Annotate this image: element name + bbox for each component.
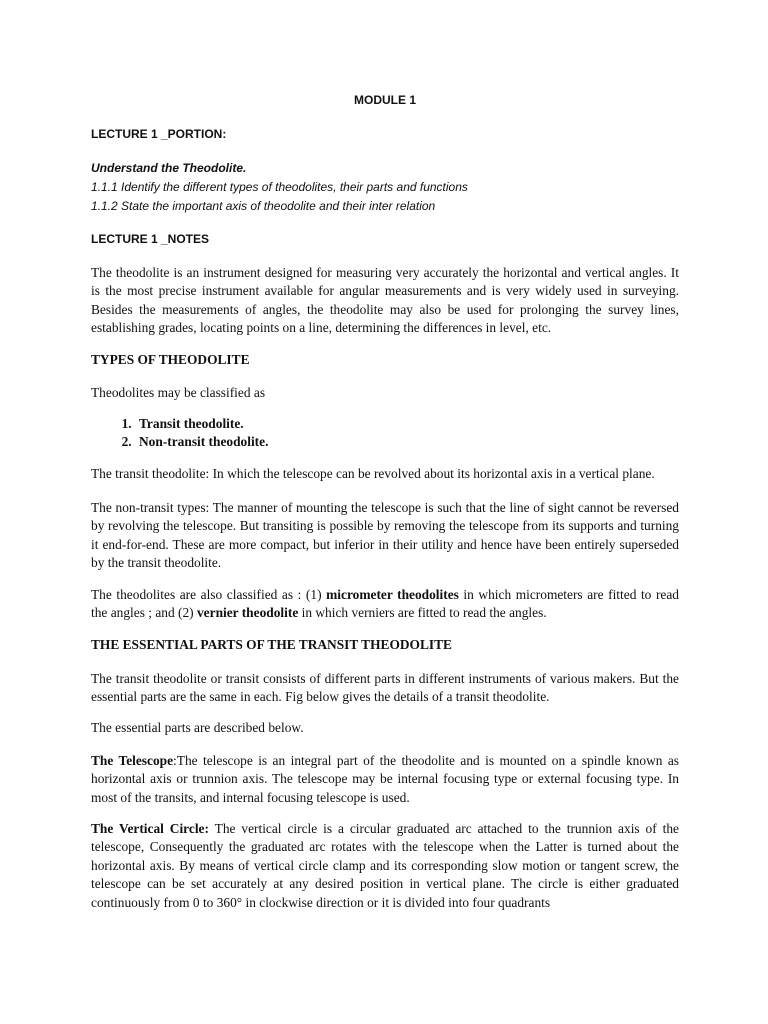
vertical-circle-paragraph [91, 820, 679, 912]
types-list [91, 415, 723, 452]
bold-term: vernier theodolite [196, 605, 299, 621]
text-run: The vertical circle is a circular graduated arc attached to the trunnion axis of the telescope, Consequently the graduated arc rotates with the telescope when the Latter is turned about the horizontal axis. By means of vertical circle clamp and its corresponding slow motion or tangent screw, the telescope can be set accurately at any desired position in vertical plane. The circle is either graduated continuously from 0 to 360° in clockwise direction or it is divided into four quadrants [91, 821, 679, 910]
text-run: in which verniers are fitted to read the angles. [298, 605, 547, 621]
types-heading: TYPES OF THEODOLITE [91, 352, 250, 367]
transit-definition: The transit theodolite: In which the telescope can be revolved about its horizontal axis in a vertical plane. [91, 466, 655, 481]
classified-intro: Theodolites may be classified as [91, 385, 266, 400]
text-run: :The telescope is an integral part of the theodolite and is mounted on a spindle known as horizontal axis or trunnion axis. The telescope may be internal focusing type or external focusing type. In most of the transits, and internal focusing telescope is used. [91, 753, 680, 805]
objective-item: 1.1.1 Identify the different types of theodolites, their parts and functions [91, 180, 468, 194]
lecture-portion-heading: LECTURE 1 _PORTION: [91, 127, 227, 141]
vertical-circle-label: The Vertical Circle: [91, 821, 209, 836]
objective-item: 1.1.2 State the important axis of theodolite and their inter relation [91, 199, 436, 213]
non-transit-definition: The non-transit types: The manner of mounting the telescope is such that the line of sight cannot be reversed by revolving the telescope. But transiting is possible by removing the telescope from its supports and turning it end-for-end. These are more compact, but inferior in their utility and hence have been entirely superseded by the transit theodolite. [91, 500, 679, 571]
also-classified-paragraph [91, 586, 679, 623]
lecture-notes-heading: LECTURE 1 _NOTES [91, 232, 210, 246]
intro-paragraph: The theodolite is an instrument designed for measuring very accurately the horizontal and vertical angles. It is the most precise instrument available for angular measurements and is very widely used in surveying. Besides the measurements of angles, the theodolite may also be used for prolonging the survey lines, establishing grades, locating points on a line, determining the differences in level, etc. [91, 265, 679, 336]
essential-described: The essential parts are described below. [91, 720, 304, 735]
text-run: in which micrometers are fitted to read the angles ; and (2) [91, 587, 679, 621]
telescope-paragraph [91, 752, 679, 807]
objective-title: Understand the Theodolite. [91, 161, 247, 175]
essential-parts-heading: THE ESSENTIAL PARTS OF THE TRANSIT THEODOLITE [91, 637, 452, 652]
list-item: 1. Transit theodolite. [135, 415, 723, 433]
essential-intro-paragraph: The transit theodolite or transit consists of different parts in different instruments of various makers. But the essential parts are the same in each. Fig below gives the details of a transit theodolite. [91, 671, 679, 705]
text-run: The theodolites are also classified as : (1) [91, 587, 327, 602]
list-item: 2. Non-transit theodolite. [135, 433, 723, 451]
module-title: MODULE 1 [353, 93, 416, 107]
telescope-label: The Telescope [91, 753, 174, 768]
bold-term: micrometer theodolites [326, 587, 459, 602]
